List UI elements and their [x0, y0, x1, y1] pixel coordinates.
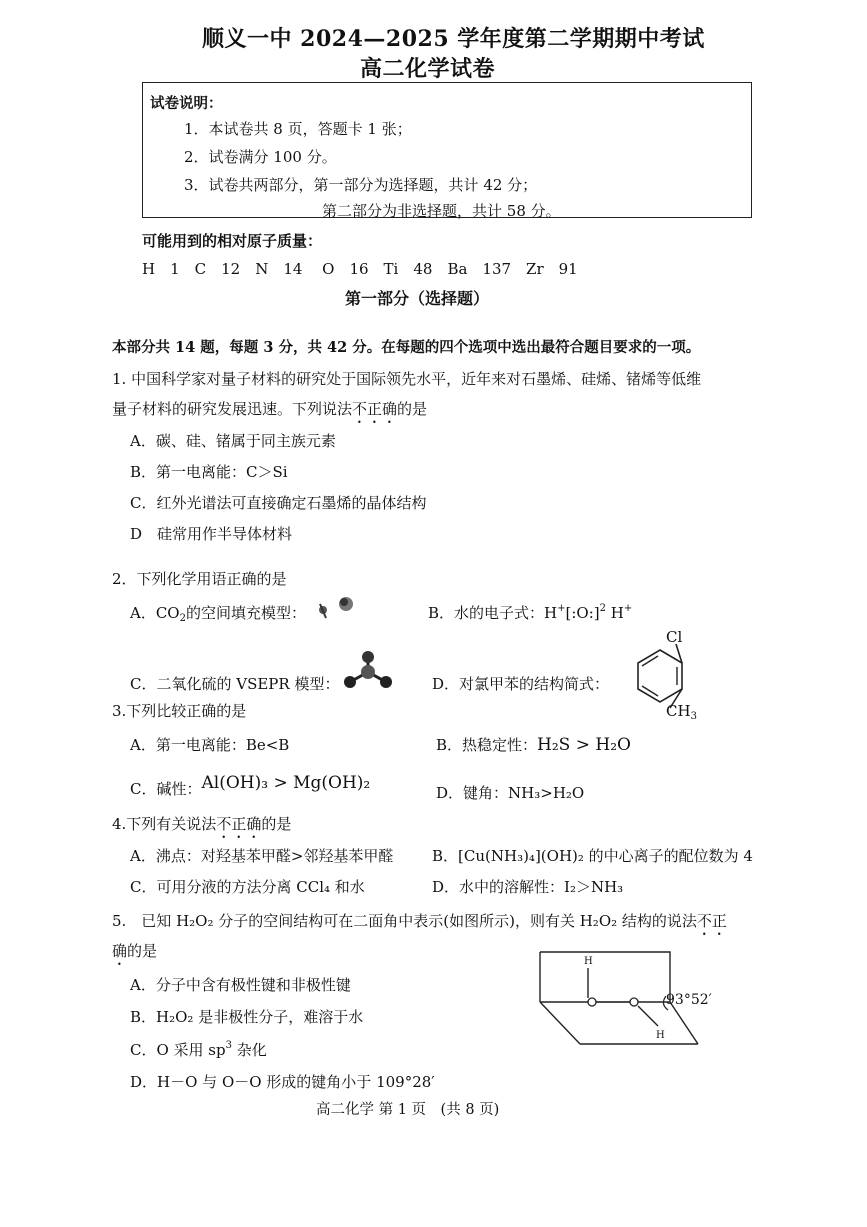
q1-stem-line2	[112, 398, 427, 427]
q5-option-c	[130, 1039, 267, 1060]
ch3-text: CH	[666, 702, 691, 720]
q4-option-d: D．水中的溶解性：I₂＞NH₃	[432, 878, 624, 896]
fig-angle-label: 93°52′	[666, 992, 712, 1008]
q5-stem-line2	[112, 940, 157, 969]
q2-a-sub: 2	[179, 613, 186, 624]
exam-title: 顺义一中 2024—2025 学年度第二学期期中考试	[202, 26, 705, 52]
q3-b-formula: H₂S > H₂O	[537, 735, 631, 755]
q2-a-text: A．CO	[130, 604, 180, 622]
q5-c-text: C．O 采用 sp	[130, 1041, 226, 1059]
instruction-item: 第二部分为非选择题，共计 58 分。	[322, 202, 561, 220]
co2-space-filling-model	[314, 594, 358, 622]
q3-option-b	[436, 734, 631, 755]
atomic-mass-values: H 1 C 12 N 14 O 16 Ti 48 Ba 137 Zr 91	[142, 260, 578, 278]
q1-option-b: B．第一电离能：C＞Si	[130, 463, 288, 481]
instructions-heading: 试卷说明：	[150, 95, 223, 112]
q1-option-a: A．碳、硅、锗属于同主族元素	[130, 432, 336, 450]
q5-stem-line1	[112, 910, 727, 939]
ch3-label	[666, 702, 697, 722]
q2-option-a	[130, 602, 306, 624]
q1-option-d: D 硅常用作半导体材料	[130, 525, 293, 543]
q2-option-c: C．二氧化硫的 VSEPR 模型：	[130, 675, 340, 693]
q4-stem-end: 的是	[261, 815, 292, 833]
q2-b-charge: 2	[599, 603, 606, 614]
q5-emphasis-2: 确	[112, 942, 128, 960]
q5-c-post: 杂化	[232, 1041, 267, 1059]
q3-c-text: C．碱性：	[130, 780, 202, 798]
q4-option-c: C．可用分液的方法分离 CCl₄ 和水	[130, 878, 365, 896]
q3-option-c	[130, 773, 371, 799]
page-footer: 高二化学 第 1 页 (共 8 页)	[316, 1102, 500, 1118]
q4-stem-text: 4.下列有关说法	[112, 815, 217, 833]
q2-b-post: H	[605, 604, 624, 622]
q3-c-formula: Al(OH)₃ > Mg(OH)₂	[201, 773, 371, 793]
q1-stem-end: 的是	[397, 400, 428, 418]
q5-option-b: B．H₂O₂ 是非极性分子，难溶于水	[130, 1008, 364, 1026]
q4-option-a: A．沸点：对羟基苯甲醛>邻羟基苯甲醛	[130, 847, 394, 865]
q4-stem	[112, 813, 291, 842]
q3-option-d: D．键角：NH₃>H₂O	[436, 784, 585, 802]
q3-option-a: A．第一电离能：Be<B	[130, 736, 290, 754]
part1-heading: 第一部分（选择题）	[345, 289, 490, 308]
q2-a-post: 的空间填充模型：	[185, 604, 306, 622]
q5-emphasis: 不正	[696, 912, 727, 930]
q5-stem-end: 的是	[127, 942, 158, 960]
q1-emphasis: 不正确	[352, 400, 398, 418]
instruction-item: 3．试卷共两部分，第一部分为选择题，共计 42 分；	[184, 176, 538, 194]
fig-h-bottom: H	[656, 1030, 665, 1041]
so2-vsepr-model	[342, 648, 394, 690]
q2-option-d: D．对氯甲苯的结构简式：	[432, 675, 610, 693]
q5-option-a: A．分子中含有极性键和非极性键	[130, 976, 351, 994]
q2-b-text: B．水的电子式：H	[428, 604, 558, 622]
exam-subtitle: 高二化学试卷	[360, 56, 496, 82]
q2-b-bracket: [:O:]	[565, 604, 600, 622]
q5-c-sup: 3	[225, 1040, 232, 1051]
q5-option-d: D．H－O 与 O－O 形成的键角小于 109°28′	[130, 1073, 435, 1091]
instruction-item: 2．试卷满分 100 分。	[184, 148, 337, 166]
atomic-mass-heading: 可能用到的相对原子质量：	[142, 232, 323, 250]
q4-emphasis: 不正确	[216, 815, 262, 833]
part1-intro: 本部分共 14 题，每题 3 分，共 42 分。在每题的四个选项中选出最符合题目要求的一项。	[112, 339, 701, 356]
instruction-item: 1．本试卷共 8 页，答题卡 1 张；	[184, 120, 412, 138]
q2-option-b: B．水的电子式：H+[:O:]$^2$ H+	[428, 603, 633, 622]
q5-stem-text: 5. 已知 H₂O₂ 分子的空间结构可在二面角中表示(如图所示)，则有关 H₂O₂ 结构的说法	[112, 912, 697, 930]
q1-stem-line1: 1. 中国科学家对量子材料的研究处于国际领先水平，近年来对石墨烯、硅烯、锗烯等低维	[112, 370, 702, 388]
q1-option-c: C．红外光谱法可直接确定石墨烯的晶体结构	[130, 494, 427, 512]
ch3-sub: 3	[690, 711, 697, 722]
q3-b-text: B．热稳定性：	[436, 736, 538, 754]
q1-stem-text: 量子材料的研究发展迅速。下列说法	[112, 400, 353, 418]
q4-option-b: B．[Cu(NH₃)₄](OH)₂ 的中心离子的配位数为 4	[432, 847, 753, 865]
q2-stem: 2．下列化学用语正确的是	[112, 570, 287, 588]
q3-stem: 3.下列比较正确的是	[112, 702, 247, 720]
fig-h-top: H	[584, 956, 593, 967]
cl-label: Cl	[666, 628, 683, 646]
